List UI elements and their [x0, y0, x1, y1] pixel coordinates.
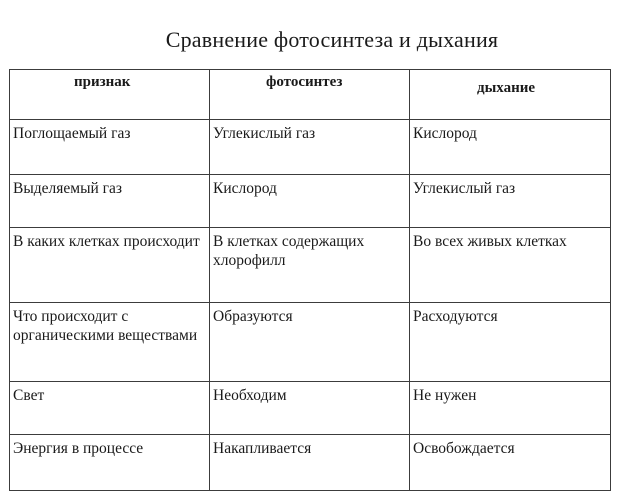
table-cell: Образуются — [210, 303, 410, 382]
table-cell: Необходим — [210, 382, 410, 435]
table-row — [10, 382, 611, 435]
table-cell: Что происходит с органическими веществами — [10, 303, 210, 382]
header-cell-feature — [10, 70, 210, 120]
table-cell: Кислород — [410, 120, 611, 175]
table-row — [10, 435, 611, 491]
comparison-table — [9, 69, 611, 491]
table-cell: В каких клетках происходит — [10, 228, 210, 303]
header-cell-photosynthesis — [210, 70, 410, 120]
table-row — [10, 175, 611, 228]
table-cell: Углекислый газ — [210, 120, 410, 175]
table-cell: Кислород — [210, 175, 410, 228]
table-row — [10, 228, 611, 303]
header-label-feature: признак — [74, 74, 131, 90]
table-cell: Расходуются — [410, 303, 611, 382]
table-cell: В клетках содержащих хлорофилл — [210, 228, 410, 303]
header-label-photosynthesis: фотосинтез — [266, 74, 343, 90]
table-cell: Не нужен — [410, 382, 611, 435]
table-cell: Свет — [10, 382, 210, 435]
header-cell-respiration — [410, 70, 611, 120]
table-cell: Освобождается — [410, 435, 611, 491]
table-cell: Выделяемый газ — [10, 175, 210, 228]
page-title: Сравнение фотосинтеза и дыхания — [165, 27, 499, 52]
table-cell: Поглощаемый газ — [10, 120, 210, 175]
table-row — [10, 303, 611, 382]
table-cell: Накапливается — [210, 435, 410, 491]
table-cell: Во всех живых клетках — [410, 228, 611, 303]
table-header-row — [10, 70, 611, 120]
table-cell: Энергия в процессе — [10, 435, 210, 491]
table-row — [10, 120, 611, 175]
table-cell: Углекислый газ — [410, 175, 611, 228]
header-label-respiration: дыхание — [477, 80, 536, 96]
